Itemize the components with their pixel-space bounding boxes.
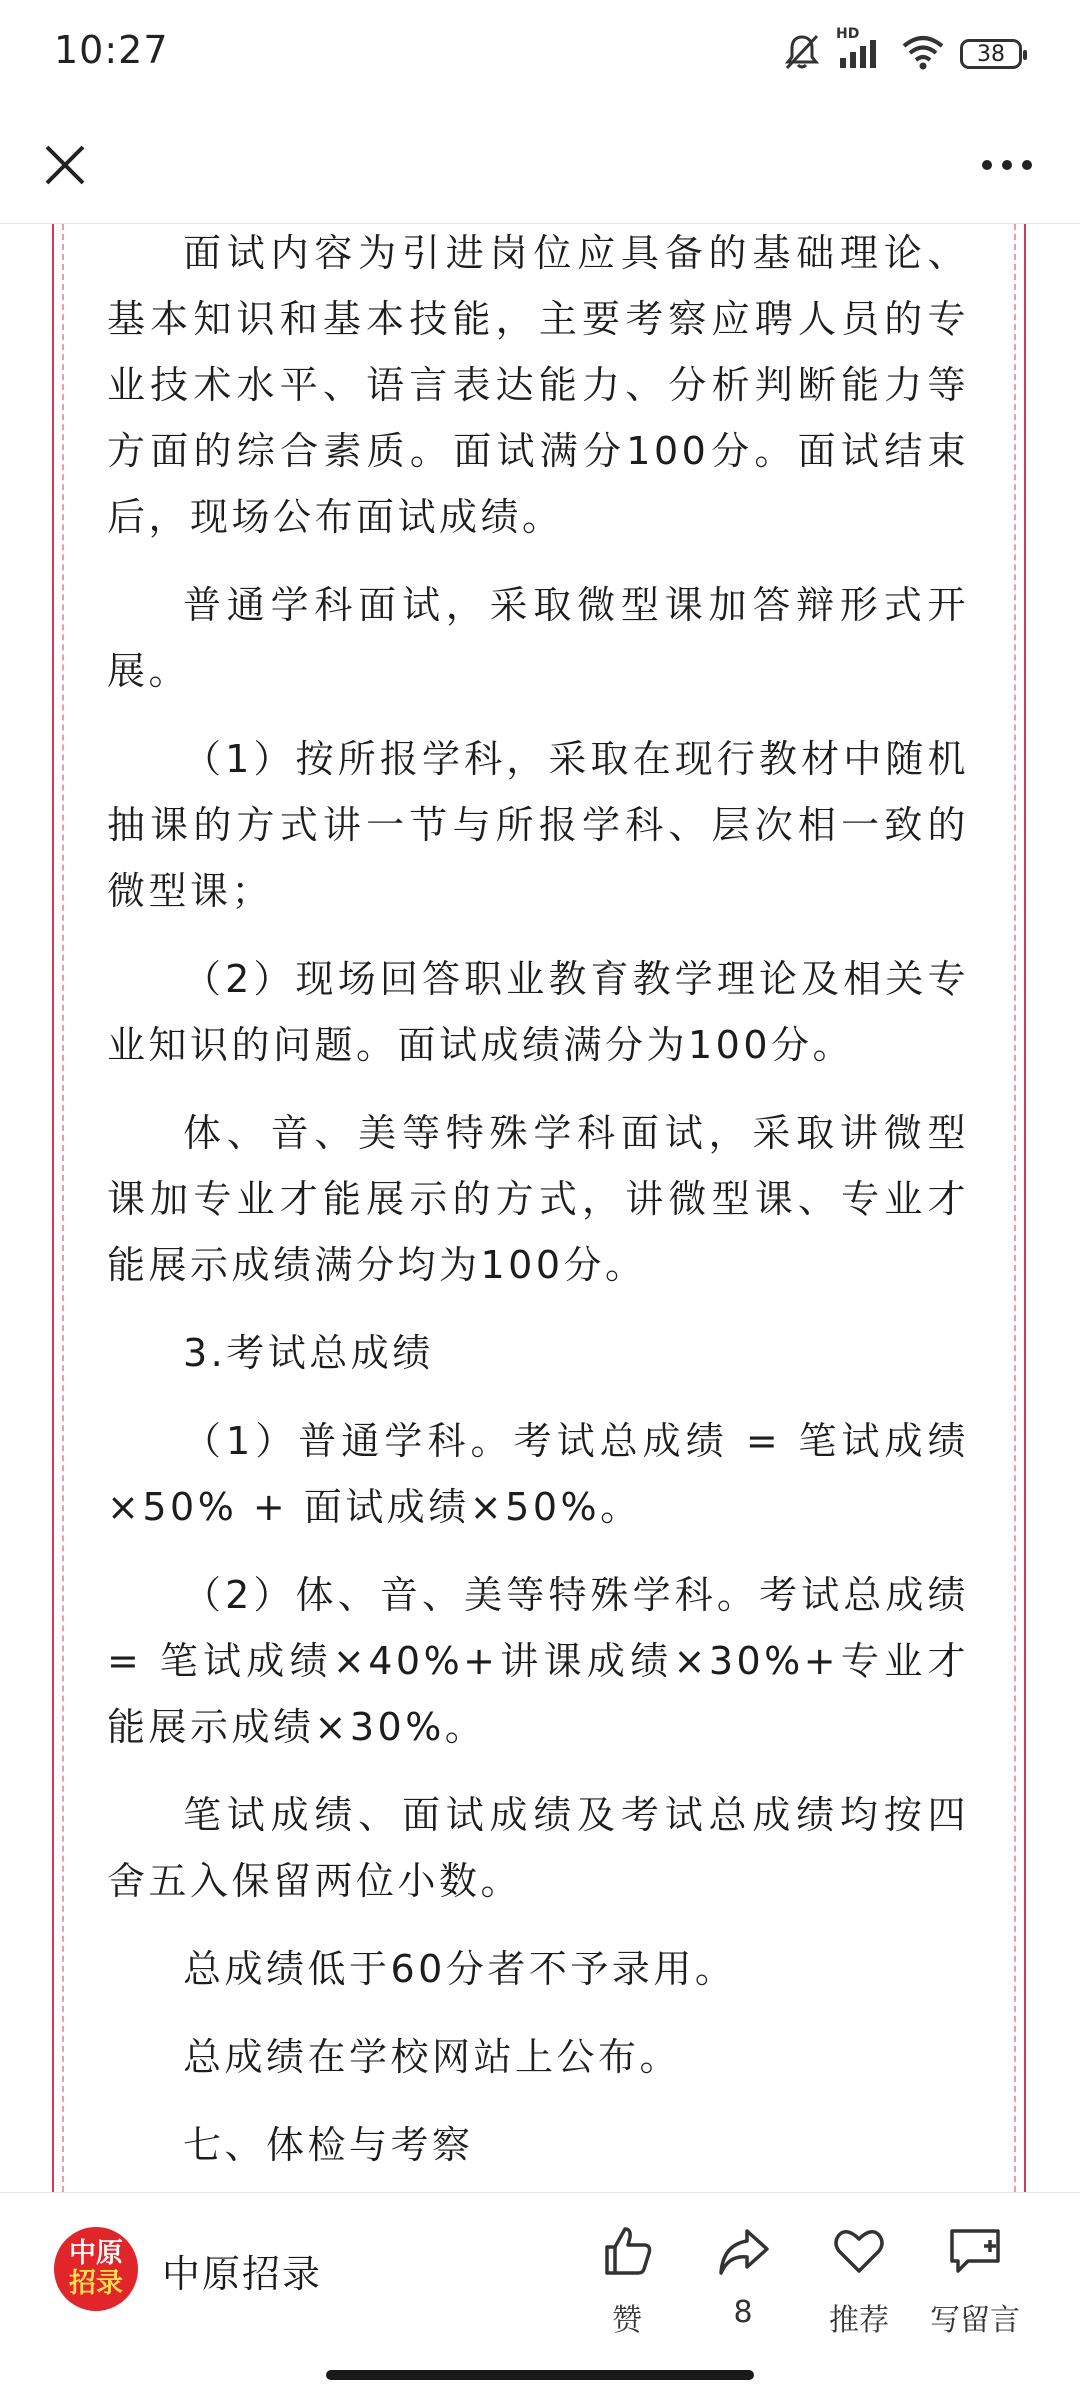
paragraph: 面试内容为引进岗位应具备的基础理论、基本知识和基本技能，主要考察应聘人员的专业技术水平、语言表达能力、分析判断能力等方面的综合素质。面试满分100分。面试结束后，现场公布面试成绩。: [107, 231, 969, 539]
status-icons: [782, 26, 1022, 78]
share-button[interactable]: [688, 2221, 798, 2330]
comment-label: 写留言: [930, 2303, 1020, 2338]
battery-icon: [960, 39, 1022, 69]
close-icon: [43, 143, 87, 187]
logo-text-bottom: 招录: [69, 2268, 123, 2299]
article-text: [107, 224, 969, 2192]
right-border-solid: [1024, 224, 1026, 2192]
like-button[interactable]: [572, 2221, 682, 2339]
logo-text-top: 中原: [69, 2238, 123, 2269]
top-navigation: [0, 108, 1080, 224]
left-border-dashed: [62, 224, 64, 2192]
recommend-button[interactable]: [804, 2221, 914, 2339]
signal-icon: [836, 26, 886, 76]
thumbs-up-icon: [597, 2221, 657, 2281]
network-type-label: HD: [836, 26, 860, 42]
paragraph: 总成绩在学校网站上公布。: [183, 2035, 682, 2079]
account-logo[interactable]: [54, 2227, 138, 2311]
close-button[interactable]: [30, 130, 100, 200]
bottom-action-bar: [0, 2193, 1080, 2400]
right-border-dashed: [1014, 224, 1016, 2192]
heart-icon: [829, 2221, 889, 2281]
more-dots-icon: [981, 158, 1033, 172]
share-count: 8: [733, 2295, 753, 2330]
battery-level: 38: [977, 41, 1005, 67]
mute-bell-icon: [782, 32, 822, 76]
paragraph: （1）按所报学科，采取在现行教材中随机抽课的方式讲一节与所报学科、层次相一致的微型课；: [107, 737, 969, 913]
left-border-solid: [52, 224, 54, 2192]
wifi-icon: [900, 32, 946, 76]
paragraph: 普通学科面试，采取微型课加答辩形式开展。: [107, 583, 969, 693]
recommend-label: 推荐: [829, 2303, 889, 2338]
like-label: 赞: [612, 2303, 642, 2338]
paragraph: 笔试成绩、面试成绩及考试总成绩均按四舍五入保留两位小数。: [107, 1793, 969, 1903]
article-body[interactable]: [0, 224, 1080, 2192]
comment-icon: [945, 2221, 1005, 2281]
paragraph: 体、音、美等特殊学科面试，采取讲微型课加专业才能展示的方式，讲微型课、专业才能展示成绩满分均为100分。: [107, 1111, 969, 1287]
section-heading: 七、体检与考察: [183, 2123, 474, 2167]
status-time: 10:27: [54, 28, 169, 72]
more-button[interactable]: [962, 130, 1052, 200]
comment-button[interactable]: [920, 2221, 1030, 2339]
section-heading: 3.考试总成绩: [183, 1331, 434, 1375]
paragraph: 总成绩低于60分者不予录用。: [183, 1947, 737, 1991]
home-indicator[interactable]: [326, 2370, 754, 2380]
paragraph: （2）体、音、美等特殊学科。考试总成绩 = 笔试成绩×40%+讲课成绩×30%+专业才能展示成绩×30%。: [107, 1573, 969, 1749]
status-bar: [0, 0, 1080, 108]
paragraph: （2）现场回答职业教育教学理论及相关专业知识的问题。面试成绩满分为100分。: [107, 957, 969, 1067]
account-name[interactable]: 中原招录: [162, 2252, 323, 2296]
share-icon: [713, 2221, 773, 2281]
paragraph: （1）普通学科。考试总成绩 = 笔试成绩×50% + 面试成绩×50%。: [107, 1419, 969, 1529]
